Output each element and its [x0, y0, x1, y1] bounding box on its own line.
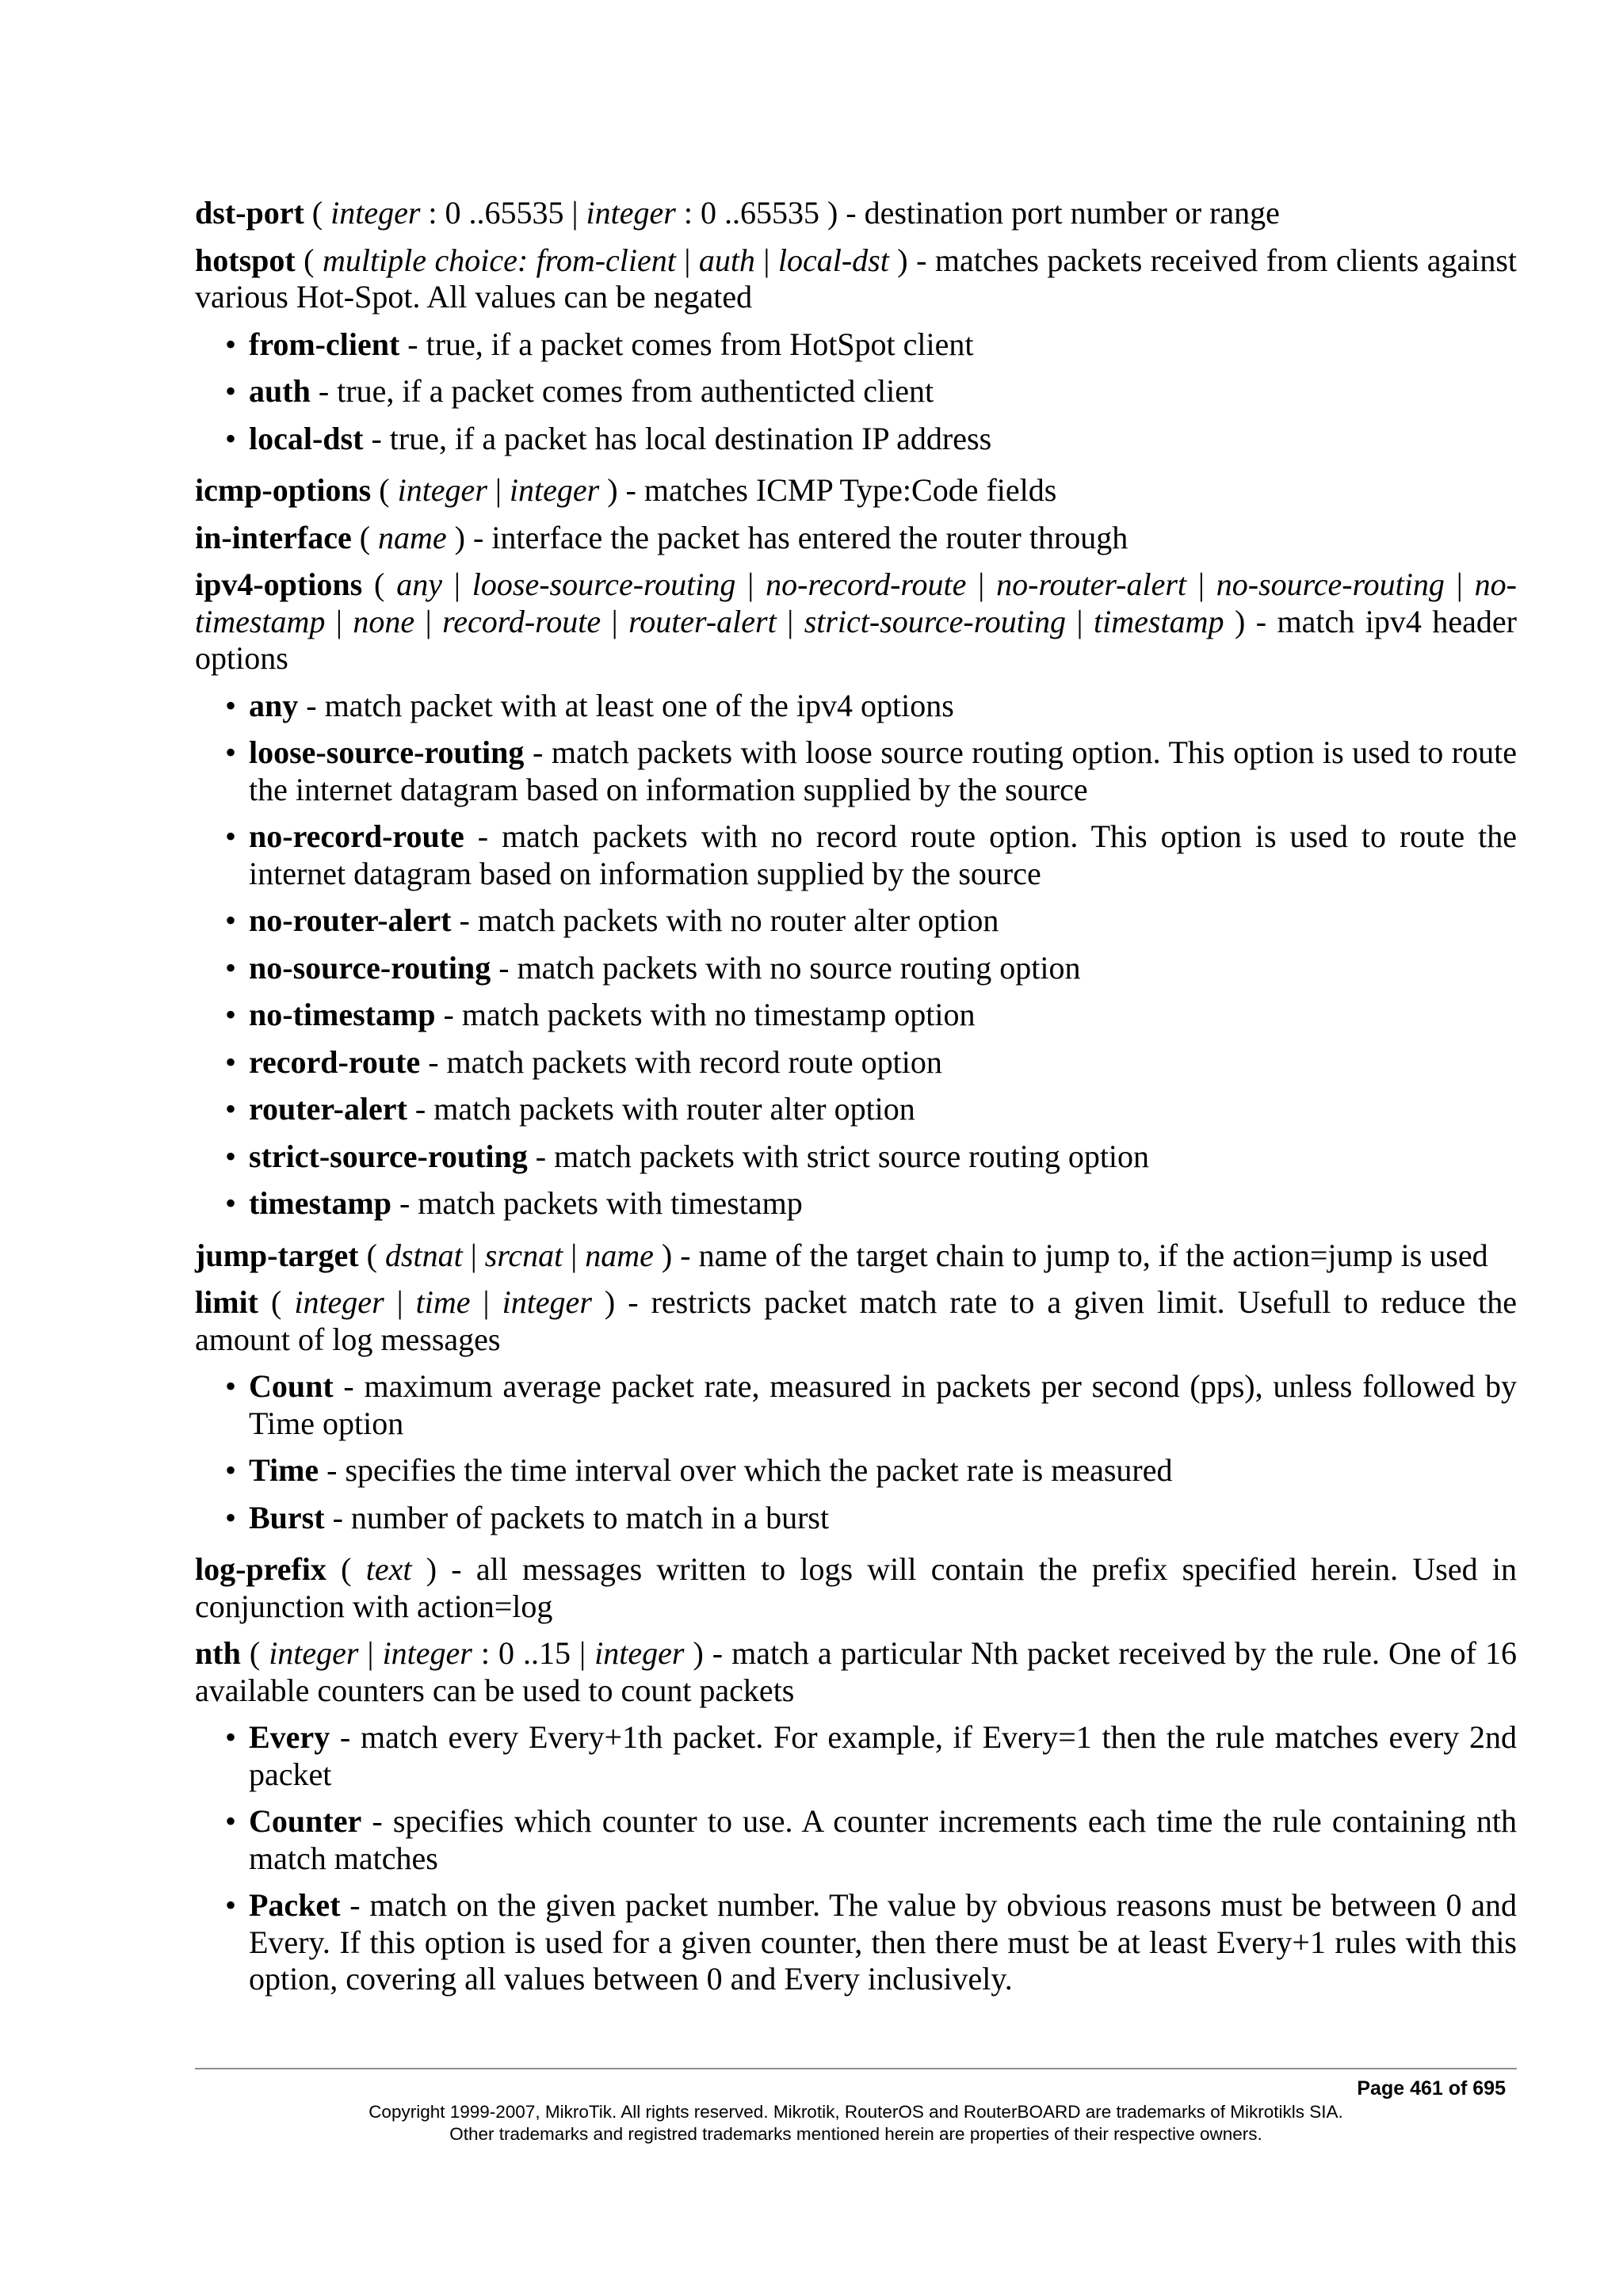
- param-name: in-interface: [195, 519, 352, 555]
- param-entry-in-interface: [195, 520, 1517, 557]
- option-name: loose-source-routing: [249, 734, 525, 770]
- option-item: [195, 326, 1517, 364]
- param-name: hotspot: [195, 242, 296, 278]
- option-description: - match every Every+1th packet. For example, if Every=1 then the rule matches every 2nd packet: [249, 1719, 1517, 1792]
- param-type: integer: [586, 195, 676, 231]
- param-type: integer: [397, 472, 487, 508]
- option-item: [195, 997, 1517, 1034]
- option-list: [195, 326, 1517, 458]
- param-description: |: [601, 603, 629, 639]
- param-type: timestamp: [1094, 603, 1224, 639]
- option-description: - match packets with no router alter option: [451, 902, 999, 938]
- bullet-icon: •: [225, 1452, 237, 1488]
- param-entry-log-prefix: [195, 1551, 1517, 1625]
- option-item: [195, 950, 1517, 987]
- bullet-icon: •: [225, 326, 237, 362]
- copyright-notice: Copyright 1999-2007, MikroTik. All rights reserved. Mikrotik, RouterOS and RouterBOARD are trademarks of Mikrotikls SIA.: [369, 2102, 1343, 2122]
- bullet-icon: •: [225, 902, 237, 938]
- param-open-paren: (: [304, 195, 331, 231]
- param-type: name: [585, 1237, 654, 1273]
- option-item: [195, 1887, 1517, 1998]
- param-description: ) - all messages written to logs will contain the prefix specified herein. Used in conjunction with action=log: [195, 1551, 1517, 1624]
- param-type: srcnat: [484, 1237, 563, 1273]
- param-description: |: [487, 472, 510, 508]
- param-type: integer: [594, 1635, 685, 1671]
- param-type: integer: [294, 1284, 384, 1320]
- document-body: [195, 195, 1517, 2013]
- option-list: [195, 1719, 1517, 1998]
- bullet-icon: •: [225, 997, 237, 1032]
- bullet-icon: •: [225, 687, 237, 723]
- param-open-paren: (: [362, 566, 397, 602]
- option-name: auth: [249, 373, 311, 409]
- option-description: - specifies the time interval over which the packet rate is measured: [319, 1452, 1173, 1488]
- param-type: no-router-alert: [996, 566, 1187, 602]
- param-name: limit: [195, 1284, 258, 1320]
- param-description: |: [358, 1635, 383, 1671]
- param-type: integer: [269, 1635, 359, 1671]
- option-item: [195, 1185, 1517, 1222]
- option-item: [195, 1368, 1517, 1442]
- param-description: ) - matches packets received from clients against various Hot-Spot. All values can be negated: [195, 242, 1518, 315]
- bullet-icon: •: [225, 373, 237, 409]
- param-entry-jump-target: [195, 1238, 1517, 1275]
- option-item: [195, 1452, 1517, 1489]
- param-type: integer: [502, 1284, 592, 1320]
- option-name: record-route: [249, 1043, 421, 1080]
- param-type: auth: [698, 242, 755, 278]
- param-entry-hotspot: [195, 242, 1517, 316]
- param-type: no-source-routing: [1216, 566, 1445, 602]
- param-description: |: [966, 566, 997, 602]
- param-description: |: [462, 1237, 485, 1273]
- option-description: - match packets with no record route option. This option is used to route the internet datagram based on information supplied by the source: [249, 818, 1517, 891]
- bullet-icon: •: [225, 1091, 237, 1127]
- param-description: ) - match ipv4 header options: [195, 603, 1517, 676]
- option-description: - number of packets to match in a burst: [324, 1499, 830, 1535]
- param-name: log-prefix: [195, 1551, 327, 1587]
- bullet-icon: •: [225, 818, 237, 854]
- option-description: - match packets with no source routing option: [491, 949, 1081, 986]
- param-description: |: [442, 566, 472, 602]
- param-name: dst-port: [195, 195, 304, 231]
- param-type: no-timestamp: [195, 566, 1517, 639]
- option-description: - true, if a packet comes from HotSpot client: [399, 326, 974, 362]
- param-description: |: [470, 1284, 502, 1320]
- bullet-icon: •: [225, 420, 237, 456]
- param-type: text: [365, 1551, 412, 1587]
- param-type: time: [415, 1284, 471, 1320]
- option-item: [195, 688, 1517, 725]
- param-description: : 0 ..15 |: [472, 1635, 595, 1671]
- param-type: local-dst: [777, 242, 889, 278]
- param-open-paren: (: [351, 519, 379, 555]
- param-description: ) - name of the target chain to jump to, if the action=jump is used: [653, 1237, 1488, 1273]
- option-name: no-timestamp: [249, 997, 436, 1032]
- option-description: - match packets with router alter option: [407, 1091, 915, 1127]
- option-item: [195, 902, 1517, 940]
- param-type: integer: [330, 195, 421, 231]
- param-description: |: [563, 1237, 586, 1273]
- option-item: [195, 1500, 1517, 1537]
- param-type: strict-source-routing: [804, 603, 1067, 639]
- option-item: [195, 1044, 1517, 1081]
- option-item: [195, 1091, 1517, 1128]
- param-entry-icmp-options: [195, 472, 1517, 509]
- param-description: : 0 ..65535 |: [420, 195, 586, 231]
- option-item: [195, 1719, 1517, 1793]
- param-type: any: [396, 566, 443, 602]
- option-name: timestamp: [249, 1185, 391, 1221]
- param-description: ) - matches ICMP Type:Code fields: [599, 472, 1057, 508]
- option-description: - specifies which counter to use. A counter increments each time the rule containing nth match matches: [249, 1803, 1517, 1876]
- option-name: Packet: [249, 1887, 341, 1923]
- option-name: no-router-alert: [249, 902, 452, 938]
- param-type: multiple choice: from-client: [322, 242, 676, 278]
- param-description: |: [414, 603, 443, 639]
- param-entry-ipv4-options: [195, 566, 1517, 677]
- param-description: ) - interface the packet has entered the router through: [446, 519, 1128, 555]
- option-name: Burst: [249, 1499, 325, 1535]
- option-description: - match packets with loose source routing option. This option is used to route the internet datagram based on information supplied by the source: [249, 734, 1517, 807]
- param-open-paren: (: [295, 242, 323, 278]
- option-item: [195, 373, 1517, 410]
- option-description: - match packets with strict source routing option: [527, 1138, 1150, 1174]
- param-open-paren: (: [371, 472, 398, 508]
- param-description: |: [1186, 566, 1216, 602]
- param-description: |: [754, 242, 778, 278]
- bullet-icon: •: [225, 1499, 237, 1535]
- param-type: none: [353, 603, 415, 639]
- bullet-icon: •: [225, 1043, 237, 1080]
- option-item: [195, 421, 1517, 458]
- bullet-icon: •: [225, 1719, 237, 1755]
- option-item: [195, 1138, 1517, 1176]
- bullet-icon: •: [225, 1138, 237, 1174]
- footer-divider: [195, 2068, 1517, 2069]
- option-description: - match packets with record route option: [420, 1043, 942, 1080]
- param-open-paren: (: [240, 1635, 269, 1671]
- param-description: ) - match a particular Nth packet received by the rule. One of 16 available counters can be used to count packets: [195, 1635, 1517, 1708]
- param-type: integer: [509, 472, 600, 508]
- param-type: record-route: [442, 603, 601, 639]
- option-name: strict-source-routing: [249, 1138, 528, 1174]
- bullet-icon: •: [225, 949, 237, 986]
- option-description: - match on the given packet number. The value by obvious reasons must be between 0 and Every. If this option is used for a given counter, then there must be at least Every+1 rules with this option, covering all values between 0 and Every inclusively.: [249, 1887, 1517, 1997]
- option-item: [195, 1803, 1517, 1877]
- option-name: Time: [249, 1452, 319, 1488]
- param-open-paren: (: [258, 1284, 295, 1320]
- param-name: nth: [195, 1635, 241, 1671]
- bullet-icon: •: [225, 1368, 237, 1404]
- param-description: : 0 ..65535 ) - destination port number or range: [675, 195, 1280, 231]
- bullet-icon: •: [225, 734, 237, 770]
- option-description: - true, if a packet comes from authenticted client: [310, 373, 934, 409]
- option-description: - match packets with no timestamp option: [435, 997, 976, 1032]
- param-description: ) - restricts packet match rate to a given limit. Usefull to reduce the amount of log messages: [195, 1284, 1517, 1357]
- page-footer: [195, 2076, 1517, 2145]
- param-entry-nth: [195, 1635, 1517, 1709]
- param-description: |: [1066, 603, 1094, 639]
- option-description: - maximum average packet rate, measured in packets per second (pps), unless followed by Time option: [249, 1368, 1517, 1441]
- param-type: no-record-route: [766, 566, 967, 602]
- option-item: [195, 734, 1517, 808]
- param-name: jump-target: [195, 1237, 359, 1273]
- bullet-icon: •: [225, 1803, 237, 1839]
- option-list: [195, 1368, 1517, 1536]
- option-name: Counter: [249, 1803, 362, 1839]
- option-name: Count: [249, 1368, 334, 1404]
- option-name: router-alert: [249, 1091, 407, 1127]
- option-name: any: [249, 687, 299, 723]
- param-type: router-alert: [628, 603, 777, 639]
- param-open-paren: (: [358, 1237, 385, 1273]
- param-description: |: [776, 603, 804, 639]
- param-type: loose-source-routing: [472, 566, 736, 602]
- param-open-paren: (: [326, 1551, 366, 1587]
- option-description: - true, if a packet has local destination IP address: [363, 420, 992, 456]
- option-list: [195, 688, 1517, 1222]
- param-entry-dst-port: [195, 195, 1517, 232]
- param-description: |: [1444, 566, 1475, 602]
- param-name: ipv4-options: [195, 566, 363, 602]
- param-name: icmp-options: [195, 472, 372, 508]
- trademark-notice: Other trademarks and registred trademarks mentioned herein are properties of their respective owners.: [449, 2124, 1262, 2144]
- param-description: |: [675, 242, 699, 278]
- param-description: |: [325, 603, 353, 639]
- page-number: Page 461 of 695: [1357, 2077, 1506, 2100]
- param-type: integer: [382, 1635, 472, 1671]
- param-type: name: [378, 519, 447, 555]
- option-name: no-source-routing: [249, 949, 491, 986]
- param-description: |: [735, 566, 766, 602]
- option-item: [195, 818, 1517, 892]
- bullet-icon: •: [225, 1185, 237, 1221]
- option-description: - match packet with at least one of the ipv4 options: [298, 687, 954, 723]
- bullet-icon: •: [225, 1887, 237, 1923]
- option-name: from-client: [249, 326, 400, 362]
- param-description: |: [384, 1284, 416, 1320]
- option-name: local-dst: [249, 420, 364, 456]
- param-type: dstnat: [384, 1237, 463, 1273]
- option-description: - match packets with timestamp: [391, 1185, 803, 1221]
- option-name: Every: [249, 1719, 330, 1755]
- param-entry-limit: [195, 1284, 1517, 1358]
- option-name: no-record-route: [249, 818, 464, 854]
